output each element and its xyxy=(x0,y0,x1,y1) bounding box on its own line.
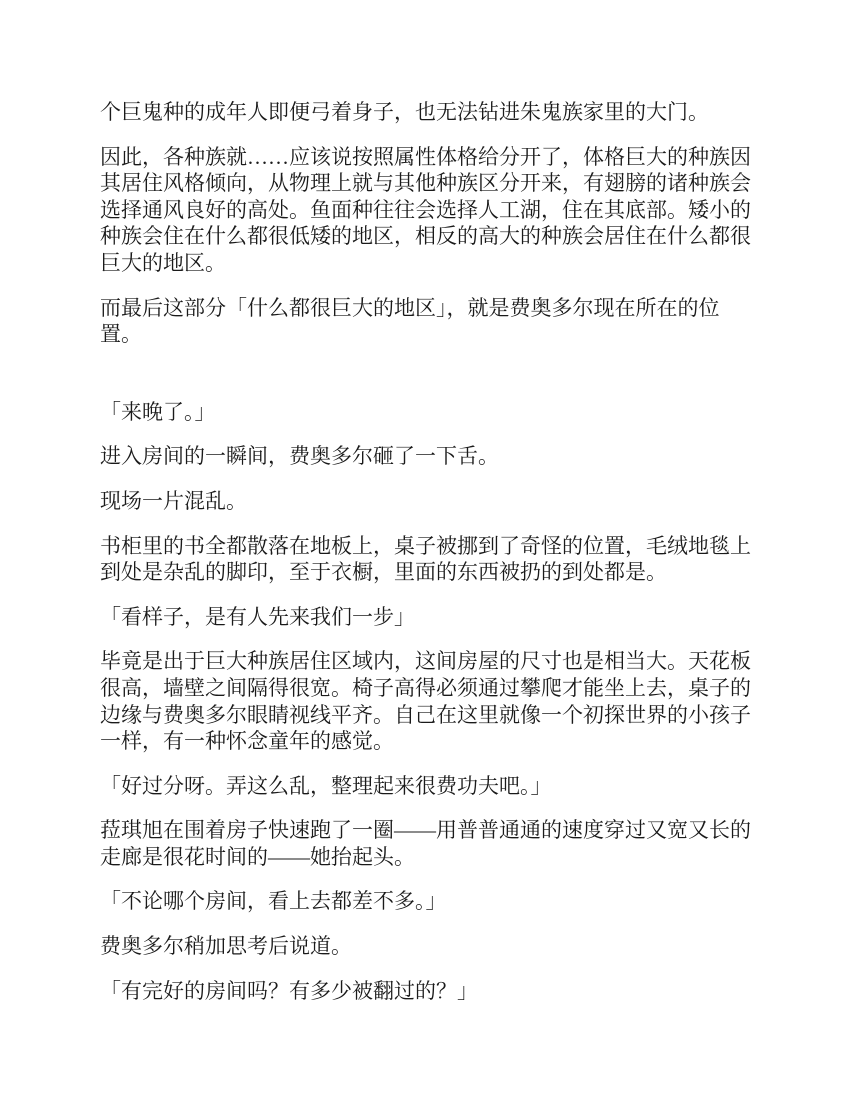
text-line: 「好过分呀。弄这么乱，整理起来很费功夫吧。」 xyxy=(100,773,552,798)
text-line: 一样，有一种怀念童年的感觉。 xyxy=(100,729,394,754)
narration-paragraph xyxy=(100,295,762,348)
text-content xyxy=(100,99,762,1022)
scene-break xyxy=(100,366,762,399)
text-line: 费奥多尔稍加思考后说道。 xyxy=(100,934,352,959)
narration-paragraph xyxy=(100,144,762,277)
text-line: 选择通风良好的高处。鱼面种往往会选择人工湖，住在其底部。矮小的 xyxy=(100,197,751,222)
dialogue-paragraph xyxy=(100,399,762,426)
text-line: 「不论哪个房间，看上去都差不多。」 xyxy=(100,889,447,914)
text-line: 因此，各种族就……应该说按照属性体格给分开了，体格巨大的种族因 xyxy=(100,144,751,169)
text-line: 「看样子，是有人先来我们一步」 xyxy=(100,604,415,629)
text-line: 走廊是很花时间的——她抬起头。 xyxy=(100,844,415,869)
text-line: 很高，墙壁之间隔得很宽。椅子高得必须通过攀爬才能坐上去，桌子的 xyxy=(100,675,751,700)
text-line: 个巨鬼种的成年人即便弓着身子，也无法钻进朱鬼族家里的大门。 xyxy=(100,100,709,124)
narration-paragraph xyxy=(100,533,762,586)
text-line: 进入房间的一瞬间，费奥多尔砸了一下舌。 xyxy=(100,444,499,469)
dialogue-paragraph xyxy=(100,978,762,1005)
dialogue-paragraph xyxy=(100,773,762,800)
text-line: 「有完好的房间吗？有多少被翻过的？」 xyxy=(100,978,478,1003)
narration-paragraph xyxy=(100,443,762,470)
narration-paragraph xyxy=(100,648,762,754)
text-line: 现场一片混乱。 xyxy=(100,488,247,513)
dialogue-paragraph xyxy=(100,604,762,631)
text-line: 书柜里的书全都散落在地板上，桌子被挪到了奇怪的位置，毛绒地毯上 xyxy=(100,533,751,558)
text-line: 种族会住在什么都很低矮的地区，相反的高大的种族会居住在什么都很 xyxy=(100,224,751,249)
text-line: 毕竟是出于巨大种族居住区域内，这间房屋的尺寸也是相当大。天花板 xyxy=(100,649,751,674)
narration-paragraph xyxy=(100,933,762,960)
text-line: 菈琪旭在围着房子快速跑了一圈——用普普通通的速度穿过又宽又长的 xyxy=(100,818,751,843)
text-line: 「来晚了。」 xyxy=(100,399,216,424)
narration-paragraph xyxy=(100,99,762,126)
text-line: 而最后这部分「什么都很巨大的地区」，就是费奥多尔现在所在的位 xyxy=(100,295,720,320)
text-line: 边缘与费奥多尔眼睛视线平齐。自己在这里就像一个初探世界的小孩子 xyxy=(100,702,751,727)
narration-paragraph xyxy=(100,488,762,515)
text-line: 置。 xyxy=(100,322,142,347)
text-line: 巨大的地区。 xyxy=(100,250,226,275)
text-line: 其居住风格倾向，从物理上就与其他种族区分开来，有翅膀的诸种族会 xyxy=(100,171,751,196)
narration-paragraph xyxy=(100,817,762,870)
text-line: 到处是杂乱的脚印，至于衣橱，里面的东西被扔的到处都是。 xyxy=(100,560,667,585)
dialogue-paragraph xyxy=(100,888,762,915)
